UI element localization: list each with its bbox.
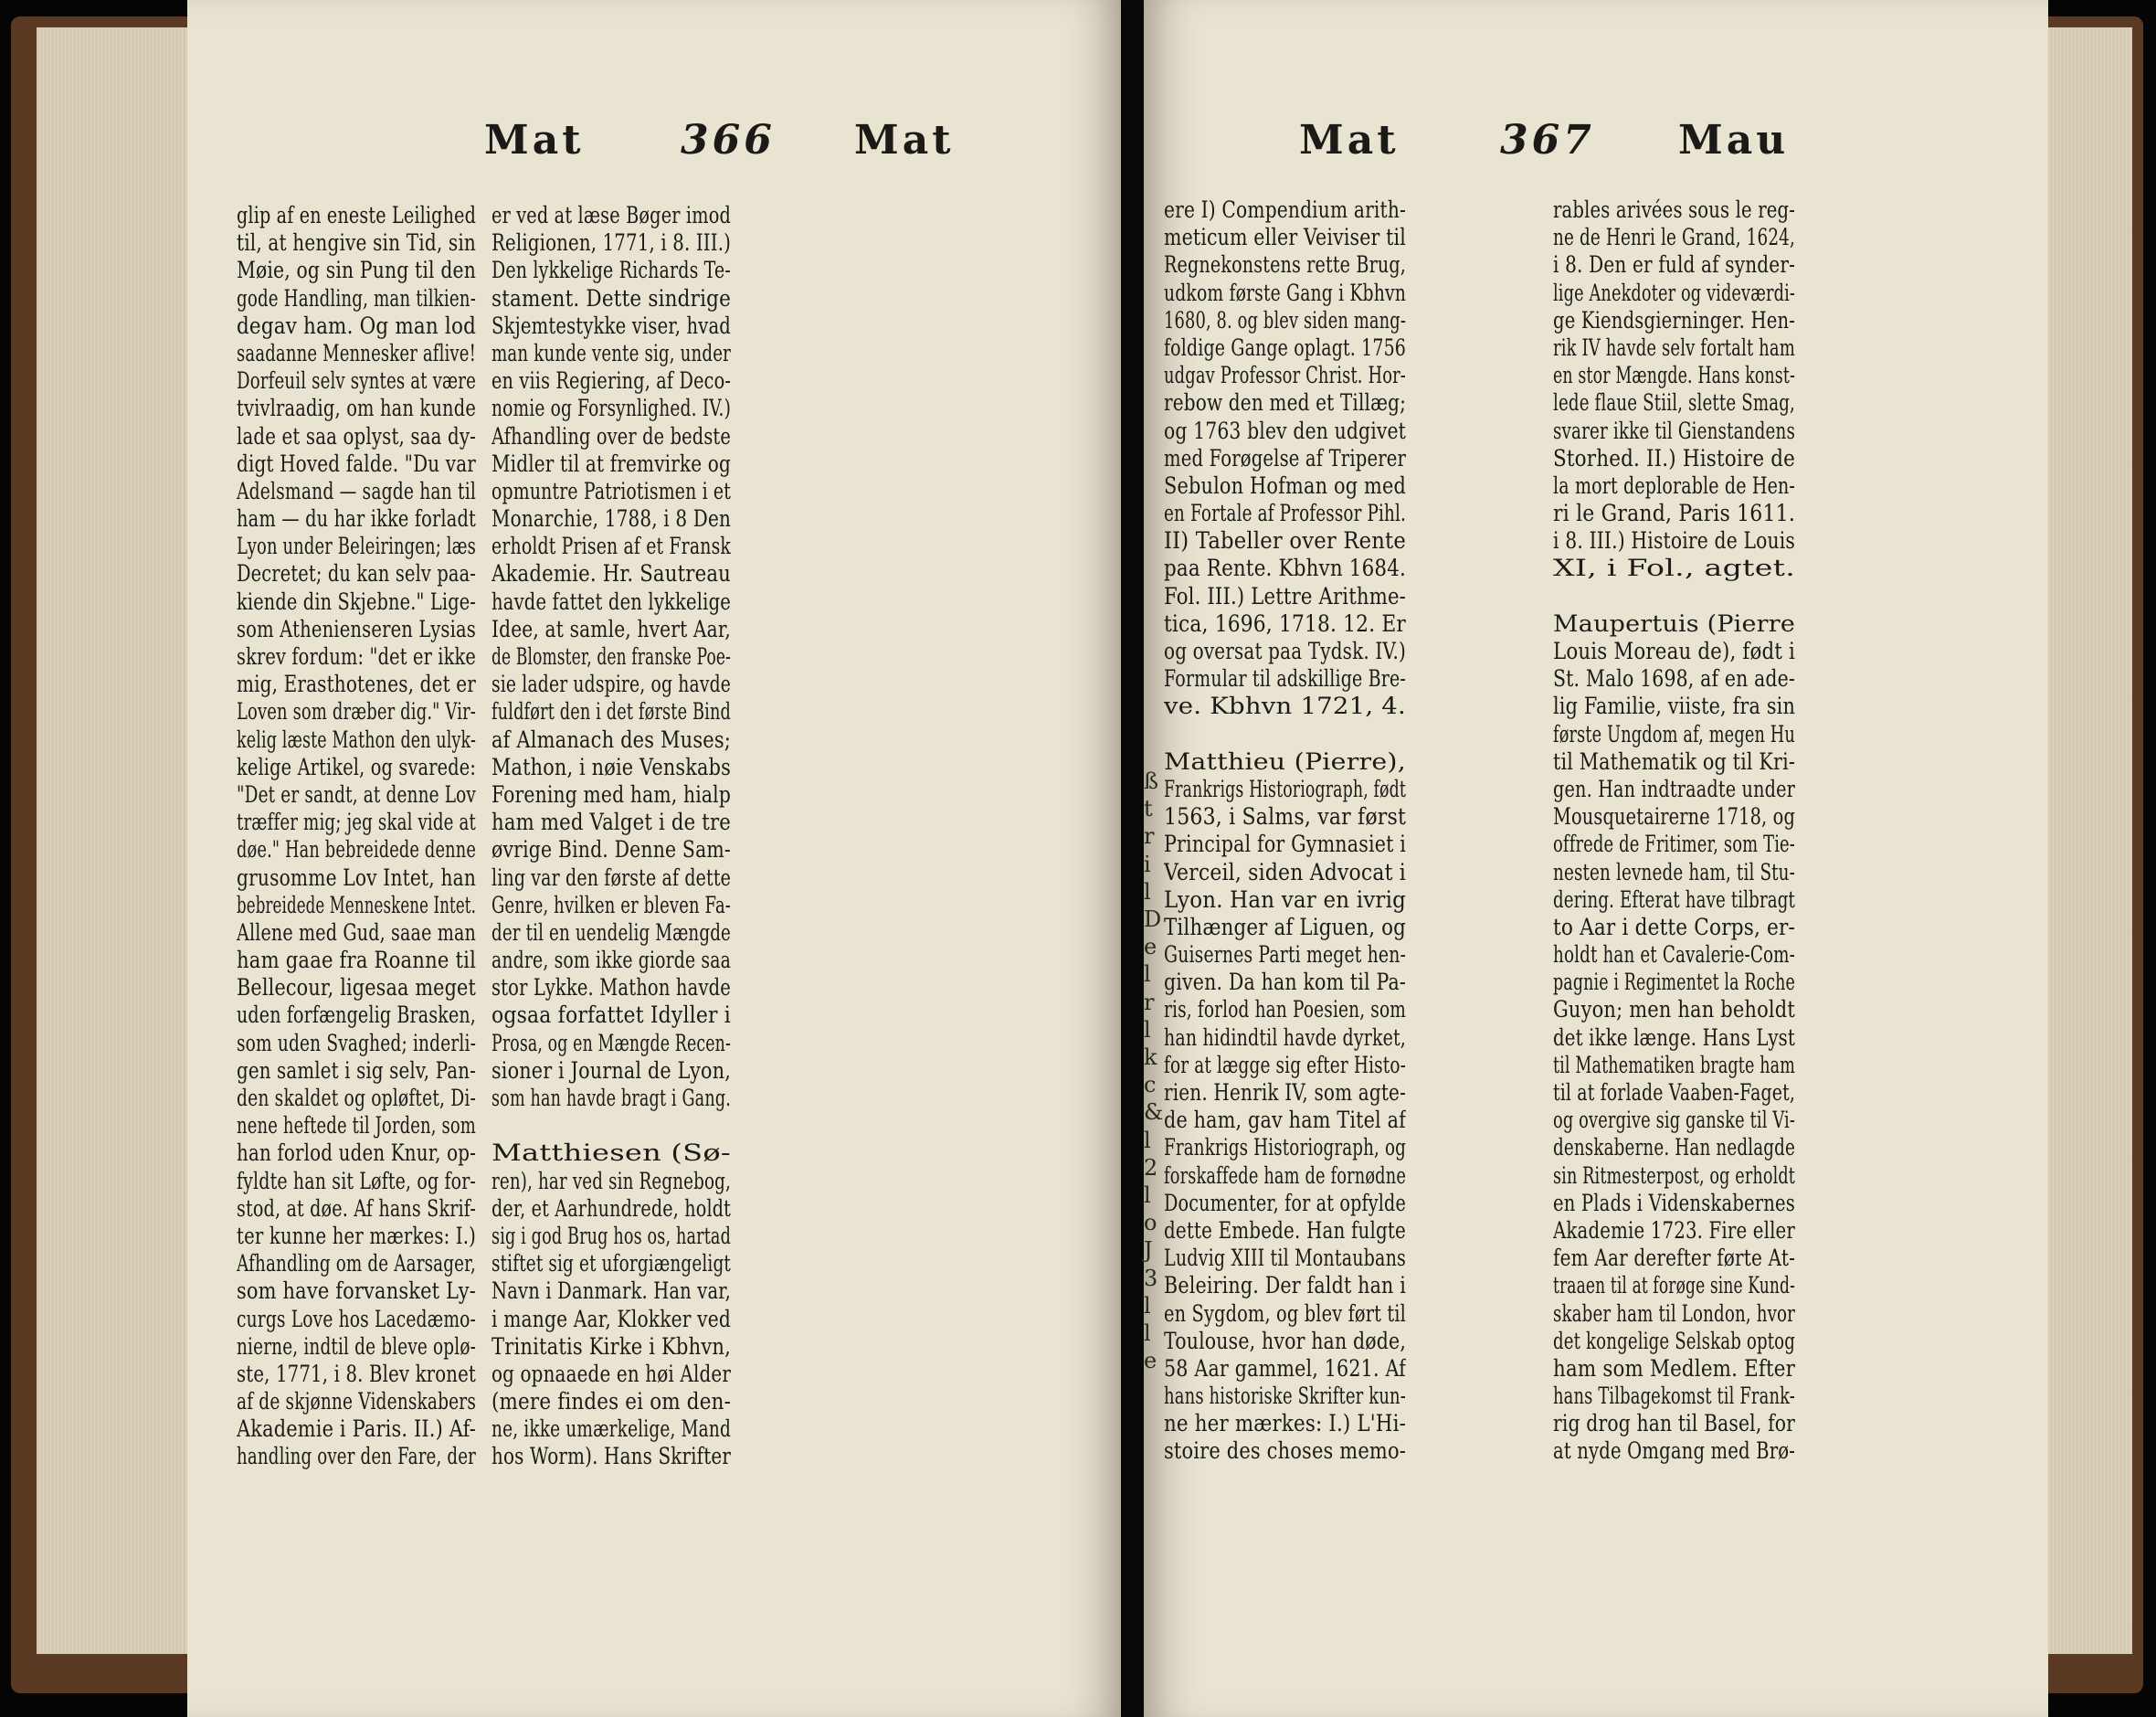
text-line: gode Handling, man tilkien- bbox=[237, 284, 476, 313]
text-line: denskaberne. Han nedlagde bbox=[1553, 1134, 1795, 1162]
text-line: rik IV havde selv fortalt ham bbox=[1553, 334, 1795, 362]
margin-fragment: o bbox=[1144, 1210, 1157, 1236]
text-line: la mort deplorable de Hen- bbox=[1553, 472, 1795, 500]
text-line: ri le Grand, Paris 1611. bbox=[1553, 500, 1795, 528]
text-line: Trinitatis Kirke i Kbhvn, bbox=[491, 1332, 731, 1361]
text-line: for at lægge sig efter Histo- bbox=[1164, 1051, 1406, 1079]
text-line: ne de Henri le Grand, 1624, bbox=[1553, 224, 1795, 252]
text-line: i 8. Den er fuld af synder- bbox=[1553, 251, 1795, 280]
text-line: opmuntre Patriotismen i et bbox=[491, 477, 731, 505]
margin-fragment: r bbox=[1144, 989, 1155, 1015]
text-line: Mousquetairerne 1718, og bbox=[1553, 803, 1795, 832]
text-line: til at forlade Vaaben-Faget, bbox=[1553, 1079, 1795, 1107]
text-line: Akademie. Hr. Sautreau bbox=[491, 560, 731, 588]
text-line: (mere findes ei om den- bbox=[491, 1388, 731, 1416]
text-line: som han havde bragt i Gang. bbox=[491, 1085, 731, 1112]
text-line: tica, 1696, 1718. 12. Er bbox=[1164, 609, 1406, 638]
margin-fragment: l bbox=[1144, 1016, 1151, 1043]
text-line: Lyon under Beleiringen; læs bbox=[237, 533, 476, 561]
margin-fragment: k bbox=[1144, 1044, 1157, 1071]
text-line: nesten levnede ham, til Stu- bbox=[1553, 858, 1795, 886]
text-line: det ikke længe. Hans Lyst bbox=[1553, 1023, 1795, 1052]
text-line: og 1763 blev den udgivet bbox=[1164, 417, 1406, 445]
text-line bbox=[1553, 583, 1795, 610]
text-line: traaen til at forøge sine Kund- bbox=[1553, 1272, 1795, 1300]
text-line: rig drog han til Basel, for bbox=[1553, 1410, 1795, 1438]
text-line: fem Aar derefter førte At- bbox=[1553, 1245, 1795, 1273]
text-line: Akademie 1723. Fire eller bbox=[1553, 1216, 1795, 1245]
text-line: rebow den med et Tillæg; bbox=[1164, 389, 1406, 418]
text-line: Midler til at fremvirke og bbox=[491, 450, 731, 478]
text-line: Prosa, og en Mængde Recen- bbox=[491, 1029, 731, 1057]
text-line: en stor Mængde. Hans konst- bbox=[1553, 362, 1795, 390]
text-line: Afhandling om de Aarsager, bbox=[237, 1250, 476, 1278]
text-line: Religionen, 1771, i 8. III.) bbox=[491, 229, 731, 258]
text-line: til Mathematiken bragte ham bbox=[1553, 1051, 1795, 1079]
text-line: St. Malo 1698, af en ade- bbox=[1553, 665, 1795, 694]
text-line: lig Familie, viiste, fra sin bbox=[1553, 693, 1795, 721]
text-line: ham med Valget i de tre bbox=[491, 809, 731, 837]
text-line: en viis Regiering, af Deco- bbox=[491, 367, 731, 396]
text-line: ge Kiendsgierninger. Hen- bbox=[1553, 306, 1795, 334]
text-line: degav ham. Og man lod bbox=[237, 312, 476, 340]
text-line: paa Rente. Kbhvn 1684. bbox=[1164, 555, 1406, 583]
left-column-2 bbox=[491, 202, 731, 1471]
text-line: sie lader udspire, og havde bbox=[491, 671, 731, 699]
text-line: ham — du har ikke forladt bbox=[237, 505, 476, 534]
text-line: fuldført den i det første Bind bbox=[491, 698, 731, 726]
text-line: de Blomster, den franske Poe- bbox=[491, 643, 731, 671]
text-line: og oversat paa Tydsk. IV.) bbox=[1164, 638, 1406, 665]
text-line: meticum eller Veiviser til bbox=[1164, 224, 1406, 252]
text-line: Allene med Gud, saae man bbox=[237, 918, 476, 947]
text-line: dette Embede. Han fulgte bbox=[1164, 1216, 1406, 1245]
text-line: stiftet sig et uforgiængeligt bbox=[491, 1250, 731, 1278]
text-line: Afhandling over de bedste bbox=[491, 422, 731, 450]
text-line: curgs Love hos Lacedæmo- bbox=[237, 1305, 476, 1333]
text-line: Fol. III.) Lettre Arithme- bbox=[1164, 582, 1406, 610]
text-line: kiende din Skjebne." Lige- bbox=[237, 588, 476, 616]
text-line: Sebulon Hofman og med bbox=[1164, 472, 1406, 500]
text-line: Beleiring. Der faldt han i bbox=[1164, 1272, 1406, 1300]
text-line: stor Lykke. Mathon havde bbox=[491, 974, 731, 1002]
text-line: Frankrigs Historiograph, og bbox=[1164, 1134, 1406, 1162]
margin-fragment: ß bbox=[1144, 768, 1159, 794]
text-line: dering. Efterat have tilbragt bbox=[1553, 885, 1795, 914]
text-line: han forlod uden Knur, op- bbox=[237, 1139, 476, 1168]
text-line: stament. Dette sindrige bbox=[491, 284, 731, 313]
right-page-number: 367 bbox=[1500, 117, 1595, 164]
text-line: Den lykkelige Richards Te- bbox=[491, 257, 731, 285]
text-line: Forening med ham, hialp bbox=[491, 780, 731, 809]
text-line: XI, i Fol., agtet. bbox=[1553, 555, 1795, 583]
text-line: sig i god Brug hos os, hartad bbox=[491, 1222, 731, 1250]
text-line: digt Hoved falde. "Du var bbox=[237, 450, 476, 478]
text-line: der til en uendelig Mængde bbox=[491, 918, 731, 947]
text-line: Tilhænger af Liguen, og bbox=[1164, 913, 1406, 941]
text-line: udkom første Gang i Kbhvn bbox=[1164, 279, 1406, 307]
text-line: Principal for Gymnasiet i bbox=[1164, 831, 1406, 859]
right-header-word-right: Mau bbox=[1678, 117, 1790, 164]
text-line: handling over den Fare, der bbox=[237, 1443, 476, 1471]
text-line: svarer ikke til Gienstandens bbox=[1553, 417, 1795, 445]
text-line: Ludvig XIII til Montaubans bbox=[1164, 1245, 1406, 1273]
left-page-number: 366 bbox=[681, 117, 776, 164]
text-line: ne her mærkes: I.) L'Hi- bbox=[1164, 1410, 1406, 1438]
text-line: Documenter, for at opfylde bbox=[1164, 1189, 1406, 1217]
text-line: 1680, 8. og blev siden mang- bbox=[1164, 306, 1406, 334]
margin-fragment: r bbox=[1144, 823, 1155, 850]
text-line: en Plads i Videnskabernes bbox=[1553, 1189, 1795, 1217]
text-line: mig, Erasthotenes, det er bbox=[237, 671, 476, 699]
text-line: Mathon, i nøie Venskabs bbox=[491, 753, 731, 781]
margin-fragment: l bbox=[1144, 1127, 1151, 1153]
text-line: foldige Gange oplagt. 1756 bbox=[1164, 334, 1406, 362]
text-line: rien. Henrik IV, som agte- bbox=[1164, 1079, 1406, 1107]
margin-fragment: 3 bbox=[1144, 1265, 1158, 1291]
margin-fragment: l bbox=[1144, 961, 1151, 988]
text-line: hans Tilbagekomst til Frank- bbox=[1553, 1383, 1795, 1411]
text-line: ren), har ved sin Regnebog, bbox=[491, 1167, 731, 1195]
text-line: ogsaa forfattet Idyller i bbox=[491, 1002, 731, 1030]
right-header-word: Mat bbox=[1299, 117, 1400, 164]
text-line: lede flaue Stiil, slette Smag, bbox=[1553, 389, 1795, 418]
margin-fragment: i bbox=[1144, 851, 1151, 877]
text-line: med Forøgelse af Triperer bbox=[1164, 444, 1406, 472]
text-line: lade et saa oplyst, saa dy- bbox=[237, 422, 476, 450]
text-line: Idee, at samle, hvert Aar, bbox=[491, 615, 731, 643]
text-line: 58 Aar gammel, 1621. Af bbox=[1164, 1354, 1406, 1383]
text-line: som uden Svaghed; inderli- bbox=[237, 1029, 476, 1057]
right-page bbox=[1144, 0, 2048, 1717]
text-line: nierne, indtil de bleve oplø- bbox=[237, 1332, 476, 1361]
text-line: hans historiske Skrifter kun- bbox=[1164, 1383, 1406, 1411]
text-line: øvrige Bind. Denne Sam- bbox=[491, 836, 731, 864]
text-line: to Aar i dette Corps, er- bbox=[1553, 913, 1795, 941]
text-line: i 8. III.) Histoire de Louis bbox=[1553, 527, 1795, 556]
margin-fragment: c bbox=[1144, 1072, 1157, 1098]
text-line: holdt han et Cavalerie-Com- bbox=[1553, 941, 1795, 970]
margin-fragment: & bbox=[1144, 1099, 1164, 1126]
book-spine-gap bbox=[1121, 0, 1144, 1717]
text-line: uden forfængelig Brasken, bbox=[237, 1002, 476, 1030]
text-line: af Almanach des Muses; bbox=[491, 726, 731, 754]
text-line: bebreidede Menneskene Intet. bbox=[237, 891, 476, 919]
margin-fragment: l bbox=[1144, 1182, 1151, 1209]
text-line: skaber ham til London, hvor bbox=[1553, 1299, 1795, 1328]
text-line: til Mathematik og til Kri- bbox=[1553, 747, 1795, 776]
right-column-2 bbox=[1553, 196, 1795, 1466]
text-line: Monarchie, 1788, i 8 Den bbox=[491, 505, 731, 534]
text-line: Frankrigs Historiograph, født bbox=[1164, 775, 1406, 803]
text-line: nomie og Forsynlighed. IV.) bbox=[491, 395, 731, 423]
text-line: ter kunne her mærkes: I.) bbox=[237, 1222, 476, 1250]
text-line: havde fattet den lykkelige bbox=[491, 588, 731, 616]
margin-fragment: l bbox=[1144, 1320, 1151, 1347]
text-line: Bellecour, ligesaa meget bbox=[237, 974, 476, 1002]
text-line: Matthiesen (Sø- bbox=[491, 1139, 731, 1168]
text-line: de ham, gav ham Titel af bbox=[1164, 1107, 1406, 1135]
margin-fragments bbox=[1144, 768, 1163, 1374]
text-line: han hidindtil havde dyrket, bbox=[1164, 1023, 1406, 1052]
text-line: Møie, og sin Pung til den bbox=[237, 257, 476, 285]
text-line: ve. Kbhvn 1721, 4. bbox=[1164, 693, 1406, 721]
text-line: sioner i Journal de Lyon, bbox=[491, 1056, 731, 1085]
text-line: Genre, hvilken er bleven Fa- bbox=[491, 891, 731, 919]
text-line: Adelsmand — sagde han til bbox=[237, 477, 476, 505]
text-line: at nyde Omgang med Brø- bbox=[1553, 1437, 1795, 1466]
left-page bbox=[187, 0, 1121, 1717]
left-header-word: Mat bbox=[484, 117, 585, 164]
left-column-1 bbox=[237, 202, 476, 1471]
text-line: pagnie i Regimentet la Roche bbox=[1553, 969, 1795, 997]
text-line: Matthieu (Pierre), bbox=[1164, 747, 1406, 776]
text-line: grusomme Lov Intet, han bbox=[237, 864, 476, 892]
text-line: hos Worm). Hans Skrifter bbox=[491, 1443, 731, 1471]
margin-fragment: e bbox=[1144, 934, 1157, 960]
text-line: en Fortale af Professor Pihl. bbox=[1164, 500, 1406, 528]
text-line: gen. Han indtraadte under bbox=[1553, 775, 1795, 803]
text-line: ere I) Compendium arith- bbox=[1164, 196, 1406, 224]
text-line: ham gaae fra Roanne til bbox=[237, 947, 476, 975]
text-line: offrede de Fritimer, som Tie- bbox=[1553, 831, 1795, 859]
text-line: ris, forlod han Poesien, som bbox=[1164, 996, 1406, 1024]
text-line: Formular til adskillige Bre- bbox=[1164, 665, 1406, 694]
margin-fragment: t bbox=[1144, 796, 1153, 822]
text-line: stod, at døe. Af hans Skrif- bbox=[237, 1194, 476, 1223]
text-line: Verceil, siden Advocat i bbox=[1164, 858, 1406, 886]
text-line: II) Tabeller over Rente bbox=[1164, 527, 1406, 556]
text-line: Akademie i Paris. II.) Af- bbox=[237, 1415, 476, 1444]
text-line: døe." Han bebreidede denne bbox=[237, 836, 476, 864]
text-line: skrev fordum: "det er ikke bbox=[237, 643, 476, 671]
text-line: man kunde vente sig, under bbox=[491, 339, 731, 367]
margin-fragment: l bbox=[1144, 1292, 1151, 1319]
text-line: og overgive sig ganske til Vi- bbox=[1553, 1107, 1795, 1135]
text-line: er ved at læse Bøger imod bbox=[491, 202, 731, 229]
text-line: sin Ritmesterpost, og erholdt bbox=[1553, 1161, 1795, 1190]
text-line: Regnekonstens rette Brug, bbox=[1164, 251, 1406, 280]
text-line: i mange Aar, Klokker ved bbox=[491, 1305, 731, 1333]
text-line: 1563, i Salms, var først bbox=[1164, 803, 1406, 832]
text-line: Storhed. II.) Histoire de bbox=[1553, 444, 1795, 472]
text-line: det kongelige Selskab optog bbox=[1553, 1327, 1795, 1355]
text-line: Skjemtestykke viser, hvad bbox=[491, 312, 731, 340]
text-line: Dorfeuil selv syntes at være bbox=[237, 367, 476, 396]
text-line: og opnaaede en høi Alder bbox=[491, 1360, 731, 1388]
text-line: til, at hengive sin Tid, sin bbox=[237, 229, 476, 258]
text-line: kelig læste Mathon den ulyk- bbox=[237, 726, 476, 754]
text-line: Louis Moreau de), født i bbox=[1553, 638, 1795, 665]
text-line: Decretet; du kan selv paa- bbox=[237, 560, 476, 588]
text-line: erholdt Prisen af et Fransk bbox=[491, 533, 731, 561]
text-line: som have forvansket Ly- bbox=[237, 1277, 476, 1306]
margin-fragment: e bbox=[1144, 1348, 1157, 1374]
text-line: given. Da han kom til Pa- bbox=[1164, 969, 1406, 997]
left-header-word-right: Mat bbox=[854, 117, 955, 164]
text-line: ste, 1771, i 8. Blev kronet bbox=[237, 1360, 476, 1388]
text-line: Lyon. Han var en ivrig bbox=[1164, 885, 1406, 914]
text-line: andre, som ikke giorde saa bbox=[491, 947, 731, 975]
margin-fragment: l bbox=[1144, 878, 1151, 905]
margin-fragment: 2 bbox=[1144, 1154, 1158, 1181]
text-line: glip af en eneste Leilighed bbox=[237, 202, 476, 229]
text-line: fyldte han sit Løfte, og for- bbox=[237, 1167, 476, 1195]
text-line: en Sygdom, og blev ført til bbox=[1164, 1299, 1406, 1328]
text-line bbox=[491, 1112, 731, 1139]
text-line: forskaffede ham de fornødne bbox=[1164, 1161, 1406, 1190]
text-line: Loven som dræber dig." Vir- bbox=[237, 698, 476, 726]
page-edges-left bbox=[37, 27, 192, 1654]
text-line: lige Anekdoter og videværdi- bbox=[1553, 279, 1795, 307]
text-line: rables arivées sous le reg- bbox=[1553, 196, 1795, 224]
text-line: Maupertuis (Pierre bbox=[1553, 609, 1795, 638]
text-line: nene heftede til Jorden, som bbox=[237, 1112, 476, 1140]
text-line: der, et Aarhundrede, holdt bbox=[491, 1194, 731, 1223]
text-line: Toulouse, hvor han døde, bbox=[1164, 1327, 1406, 1355]
text-line: ham som Medlem. Efter bbox=[1553, 1354, 1795, 1383]
text-line: udgav Professor Christ. Hor- bbox=[1164, 362, 1406, 390]
margin-fragment: D bbox=[1144, 906, 1162, 933]
text-line: Navn i Danmark. Han var, bbox=[491, 1277, 731, 1306]
text-line: gen samlet i sig selv, Pan- bbox=[237, 1056, 476, 1085]
text-line: ling var den første af dette bbox=[491, 864, 731, 892]
text-line: den skaldet og opløftet, Di- bbox=[237, 1085, 476, 1112]
right-column-1 bbox=[1164, 196, 1406, 1466]
margin-fragment: J bbox=[1144, 1237, 1153, 1264]
text-line: Guisernes Parti meget hen- bbox=[1164, 941, 1406, 970]
text-line: træffer mig; jeg skal vide at bbox=[237, 809, 476, 837]
text-line: som Athenienseren Lysias bbox=[237, 615, 476, 643]
text-line: tvivlraadig, om han kunde bbox=[237, 395, 476, 423]
text-line: ne, ikke umærkelige, Mand bbox=[491, 1415, 731, 1444]
text-line: stoire des choses memo- bbox=[1164, 1437, 1406, 1466]
text-line: saadanne Mennesker aflive! bbox=[237, 339, 476, 367]
text-line bbox=[1164, 721, 1406, 748]
text-line: Guyon; men han beholdt bbox=[1553, 996, 1795, 1024]
text-line: af de skjønne Videnskabers bbox=[237, 1388, 476, 1416]
text-line: første Ungdom af, megen Hu bbox=[1553, 720, 1795, 748]
text-line: "Det er sandt, at denne Lov bbox=[237, 780, 476, 809]
text-line: kelige Artikel, og svarede: bbox=[237, 753, 476, 781]
